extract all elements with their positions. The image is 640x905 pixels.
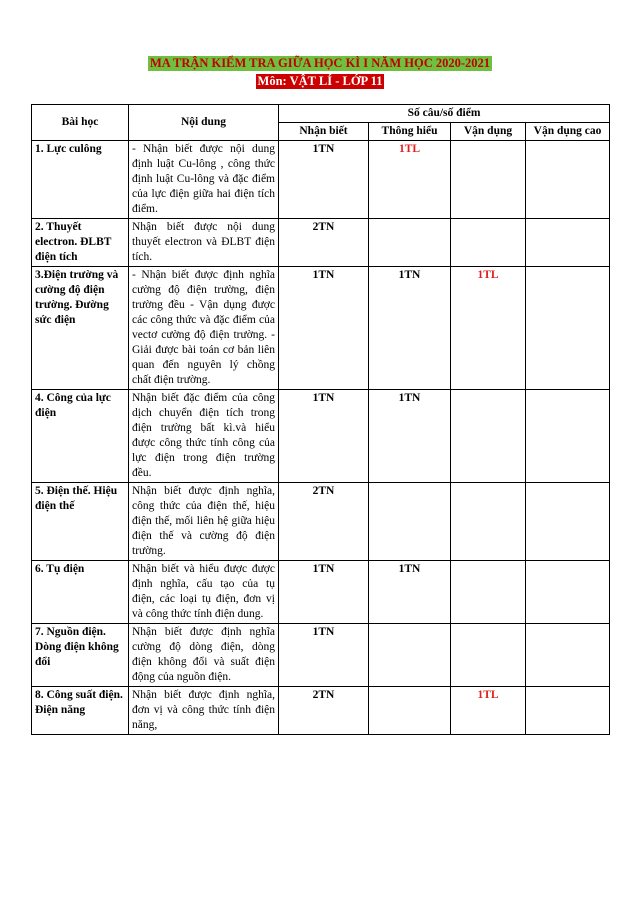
content-cell: - Nhận biết được nội dung định luật Cu-lông , công thức định luật Cu-lông và đặc điểm của lực điện giữa hai điện tích điểm. <box>129 141 279 219</box>
table-row <box>32 267 610 390</box>
header-lesson: Bài học <box>32 105 129 141</box>
content-cell: Nhận biết được định nghĩa, công thức của điện thế, hiệu điện thế, mối liên hệ giữa hiệu điện thế và cường độ điện trường. <box>129 483 279 561</box>
van-dung-cao-cell <box>526 390 610 483</box>
thong-hieu-cell <box>369 219 451 267</box>
van-dung-cell <box>451 483 526 561</box>
nhan-biet-cell: 1TN <box>279 267 369 390</box>
content-cell: Nhận biết và hiểu được được định nghĩa, cấu tạo của tụ điện, các loại tụ điện, đơn vị và công thức tính điện dung. <box>129 561 279 624</box>
lesson-cell: 6. Tụ điện <box>32 561 129 624</box>
title-line-2: Môn: VẬT LÍ - LỚP 11 <box>257 74 383 88</box>
content-cell: Nhận biết đặc điểm của công dịch chuyển điện tích trong điện trường bất kì.và hiểu được công thức tính công của lực điện trong điện trường đều. <box>129 390 279 483</box>
lesson-cell: 8. Công suất điện. Điện năng <box>32 687 129 735</box>
thong-hieu-cell <box>369 624 451 687</box>
van-dung-cell: 1TL <box>451 267 526 390</box>
content-cell: Nhận biết được định nghĩa, đơn vị và công thức tính điện năng, <box>129 687 279 735</box>
van-dung-cao-cell <box>526 483 610 561</box>
thong-hieu-cell: 1TN <box>369 390 451 483</box>
van-dung-cell <box>451 141 526 219</box>
header-level-thong-hieu: Thông hiểu <box>369 123 451 141</box>
table-row <box>32 141 610 219</box>
thong-hieu-cell: 1TN <box>369 561 451 624</box>
van-dung-cao-cell <box>526 267 610 390</box>
van-dung-cell <box>451 390 526 483</box>
van-dung-cao-cell <box>526 561 610 624</box>
van-dung-cao-cell <box>526 141 610 219</box>
lesson-cell: 5. Điện thế. Hiệu điện thế <box>32 483 129 561</box>
content-cell: Nhận biết được định nghĩa cường độ dòng điện, dòng điện không đổi và suất điện động của nguồn điện. <box>129 624 279 687</box>
table-row <box>32 561 610 624</box>
lesson-cell: 4. Công của lực điện <box>32 390 129 483</box>
van-dung-cell <box>451 624 526 687</box>
table-row <box>32 219 610 267</box>
lesson-cell: 3.Điện trường và cường độ điện trường. Đường sức điện <box>32 267 129 390</box>
nhan-biet-cell: 2TN <box>279 687 369 735</box>
table-row <box>32 390 610 483</box>
header-level-nhan-biet: Nhận biết <box>279 123 369 141</box>
thong-hieu-cell <box>369 687 451 735</box>
thong-hieu-cell <box>369 483 451 561</box>
lesson-cell: 7. Nguồn điện. Dòng điện không đổi <box>32 624 129 687</box>
header-level-van-dung: Vận dụng <box>451 123 526 141</box>
van-dung-cell <box>451 219 526 267</box>
lesson-cell: 1. Lực culông <box>32 141 129 219</box>
nhan-biet-cell: 2TN <box>279 483 369 561</box>
table-row <box>32 687 610 735</box>
van-dung-cell <box>451 561 526 624</box>
content-cell: Nhận biết được nội dung thuyết electron và ĐLBT điện tích. <box>129 219 279 267</box>
nhan-biet-cell: 1TN <box>279 624 369 687</box>
content-cell: - Nhận biết được định nghĩa cường độ điện trường, điện trường đều - Vận dụng được các công thức và đặc điểm của vectơ cường độ điện trường. - Giải được bài toán cơ bản liên quan đến nguyên lý chồng chất điện trường. <box>129 267 279 390</box>
thong-hieu-cell: 1TN <box>369 267 451 390</box>
title-line-1: MA TRẬN KIỂM TRA GIỮA HỌC KÌ I NĂM HỌC 2020-2021 <box>149 56 491 70</box>
table-row <box>32 483 610 561</box>
header-group: Số câu/số điểm <box>279 105 610 123</box>
nhan-biet-cell: 1TN <box>279 141 369 219</box>
van-dung-cao-cell <box>526 624 610 687</box>
nhan-biet-cell: 1TN <box>279 561 369 624</box>
thong-hieu-cell: 1TL <box>369 141 451 219</box>
table-row <box>32 624 610 687</box>
van-dung-cao-cell <box>526 219 610 267</box>
nhan-biet-cell: 1TN <box>279 390 369 483</box>
van-dung-cell: 1TL <box>451 687 526 735</box>
lesson-cell: 2. Thuyết electron. ĐLBT điện tích <box>32 219 129 267</box>
nhan-biet-cell: 2TN <box>279 219 369 267</box>
header-level-van-dung-cao: Vận dụng cao <box>526 123 610 141</box>
document-title <box>0 54 640 90</box>
header-content: Nội dung <box>129 105 279 141</box>
van-dung-cao-cell <box>526 687 610 735</box>
matrix-table <box>31 104 610 735</box>
